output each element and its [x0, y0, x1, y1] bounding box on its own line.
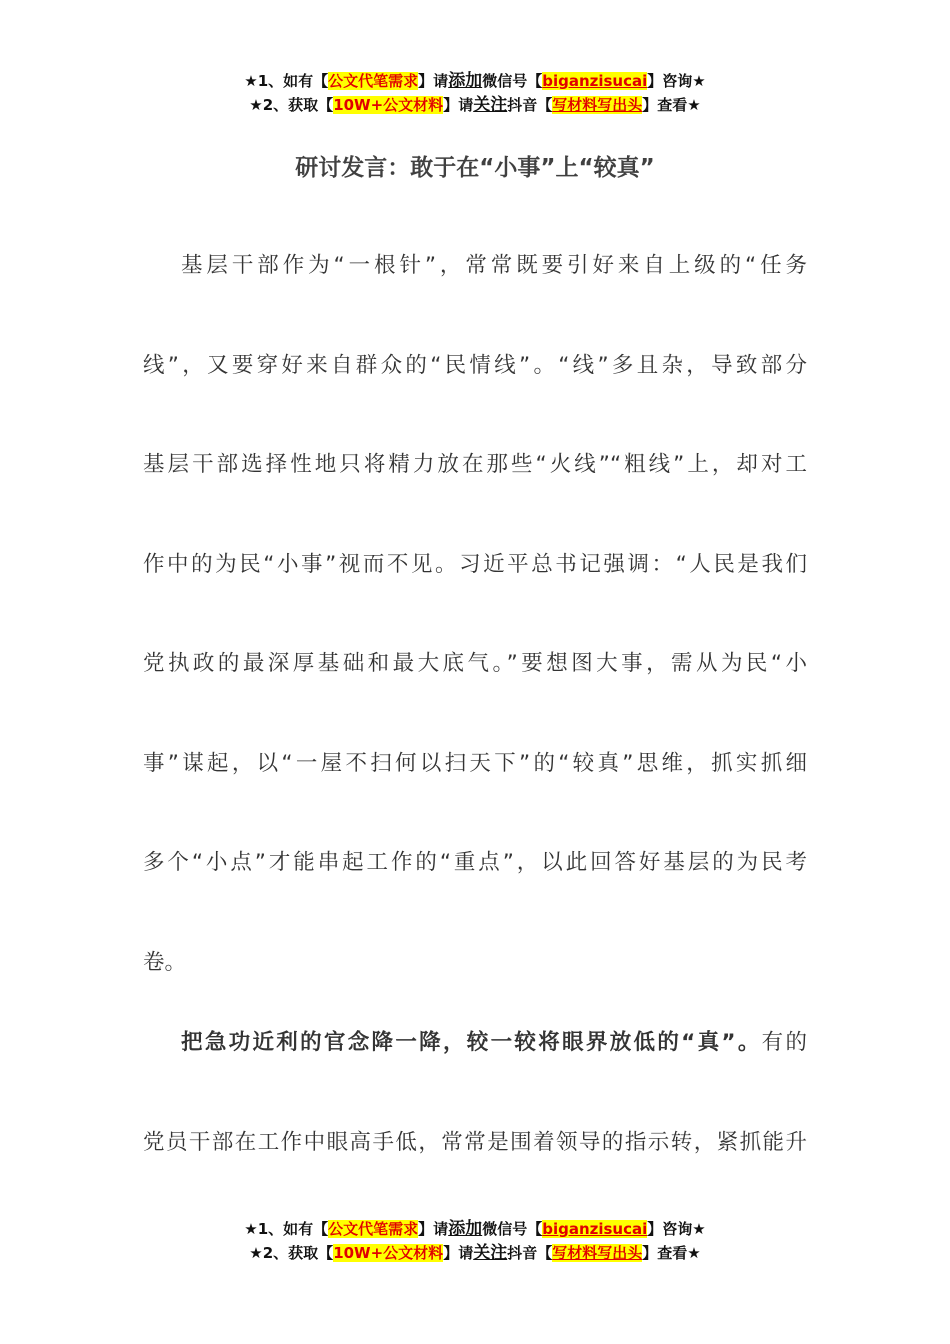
document-title: 研讨发言：敢于在“小事”上“较真”	[295, 155, 655, 181]
banner-highlight-ghostwriting: 公文代笔需求	[328, 72, 419, 90]
paragraph-line: 基层干部作为“一根针”，常常既要引好来自上级的“任务	[181, 253, 807, 278]
header-banner	[0, 69, 950, 117]
banner-text: ★1、如有【	[244, 72, 329, 90]
banner-text: 】请	[443, 96, 474, 114]
paragraph-line: 事”谋起，以“一屋不扫何以扫天下”的“较真”思维，抓实抓细	[143, 750, 807, 776]
banner-highlight-materials: 10W+公文材料	[333, 96, 444, 114]
paragraph-line	[143, 993, 807, 1093]
paragraph-line: 作中的为民“小事”视而不见。习近平总书记强调：“人民是我们	[143, 551, 807, 577]
banner-emphasis-add: 添加	[448, 1219, 483, 1239]
banner-emphasis-follow: 关注	[473, 95, 508, 115]
banner-highlight-wechat-id: biganzisucai	[542, 1220, 648, 1238]
banner-highlight-ghostwriting: 公文代笔需求	[328, 1220, 419, 1238]
banner-text: ★2、获取【	[249, 96, 334, 114]
paragraph-line: 多个“小点”才能串起工作的“重点”，以此回答好基层的为民考	[143, 850, 807, 875]
banner-text: 】请	[418, 1220, 449, 1238]
paragraph-line: 基层干部选择性地只将精力放在那些“火线”“粗线”上，却对工	[143, 452, 807, 477]
footer-banner-line-1	[0, 1217, 950, 1241]
paragraph-line: 党员干部在工作中眼高手低，常常是围着领导的指示转，紧抓能升	[143, 1129, 807, 1155]
banner-highlight-douyin-account: 写材料写出头	[552, 1244, 643, 1262]
banner-highlight-douyin-account: 写材料写出头	[552, 96, 643, 114]
footer-banner-line-2	[0, 1241, 950, 1265]
banner-highlight-materials: 10W+公文材料	[333, 1244, 444, 1262]
banner-text: 抖音【	[507, 96, 553, 114]
paragraph-text: 有的	[761, 1030, 807, 1055]
paragraph-line: 党执政的最深厚基础和最大底气。”要想图大事，需从为民“小	[143, 651, 807, 676]
banner-text: ★2、获取【	[249, 1244, 334, 1262]
banner-text: 微信号【	[482, 1220, 543, 1238]
banner-text: 】咨询★	[647, 1220, 706, 1238]
paragraph-heading: 把急功近利的官念降一降，较一较将眼界放低的“真”。	[181, 1030, 762, 1055]
banner-text: 微信号【	[482, 72, 543, 90]
banner-text: 】咨询★	[647, 72, 706, 90]
paragraph-line: 线”，又要穿好来自群众的“民情线”。“线”多且杂，导致部分	[143, 352, 807, 378]
banner-text: ★1、如有【	[244, 1220, 329, 1238]
banner-text: 抖音【	[507, 1244, 553, 1262]
footer-banner	[0, 1217, 950, 1265]
header-banner-line-2	[0, 93, 950, 117]
banner-text: 】请	[418, 72, 449, 90]
paragraph-1	[143, 216, 807, 1012]
banner-text: 】查看★	[642, 1244, 701, 1262]
banner-text: 】查看★	[642, 96, 701, 114]
header-banner-line-1	[0, 69, 950, 93]
banner-emphasis-follow: 关注	[473, 1243, 508, 1263]
banner-highlight-wechat-id: biganzisucai	[542, 72, 648, 90]
paragraph-2	[143, 993, 807, 1192]
paragraph-line: 卷。	[143, 949, 187, 975]
banner-emphasis-add: 添加	[448, 71, 483, 91]
banner-text: 】请	[443, 1244, 474, 1262]
